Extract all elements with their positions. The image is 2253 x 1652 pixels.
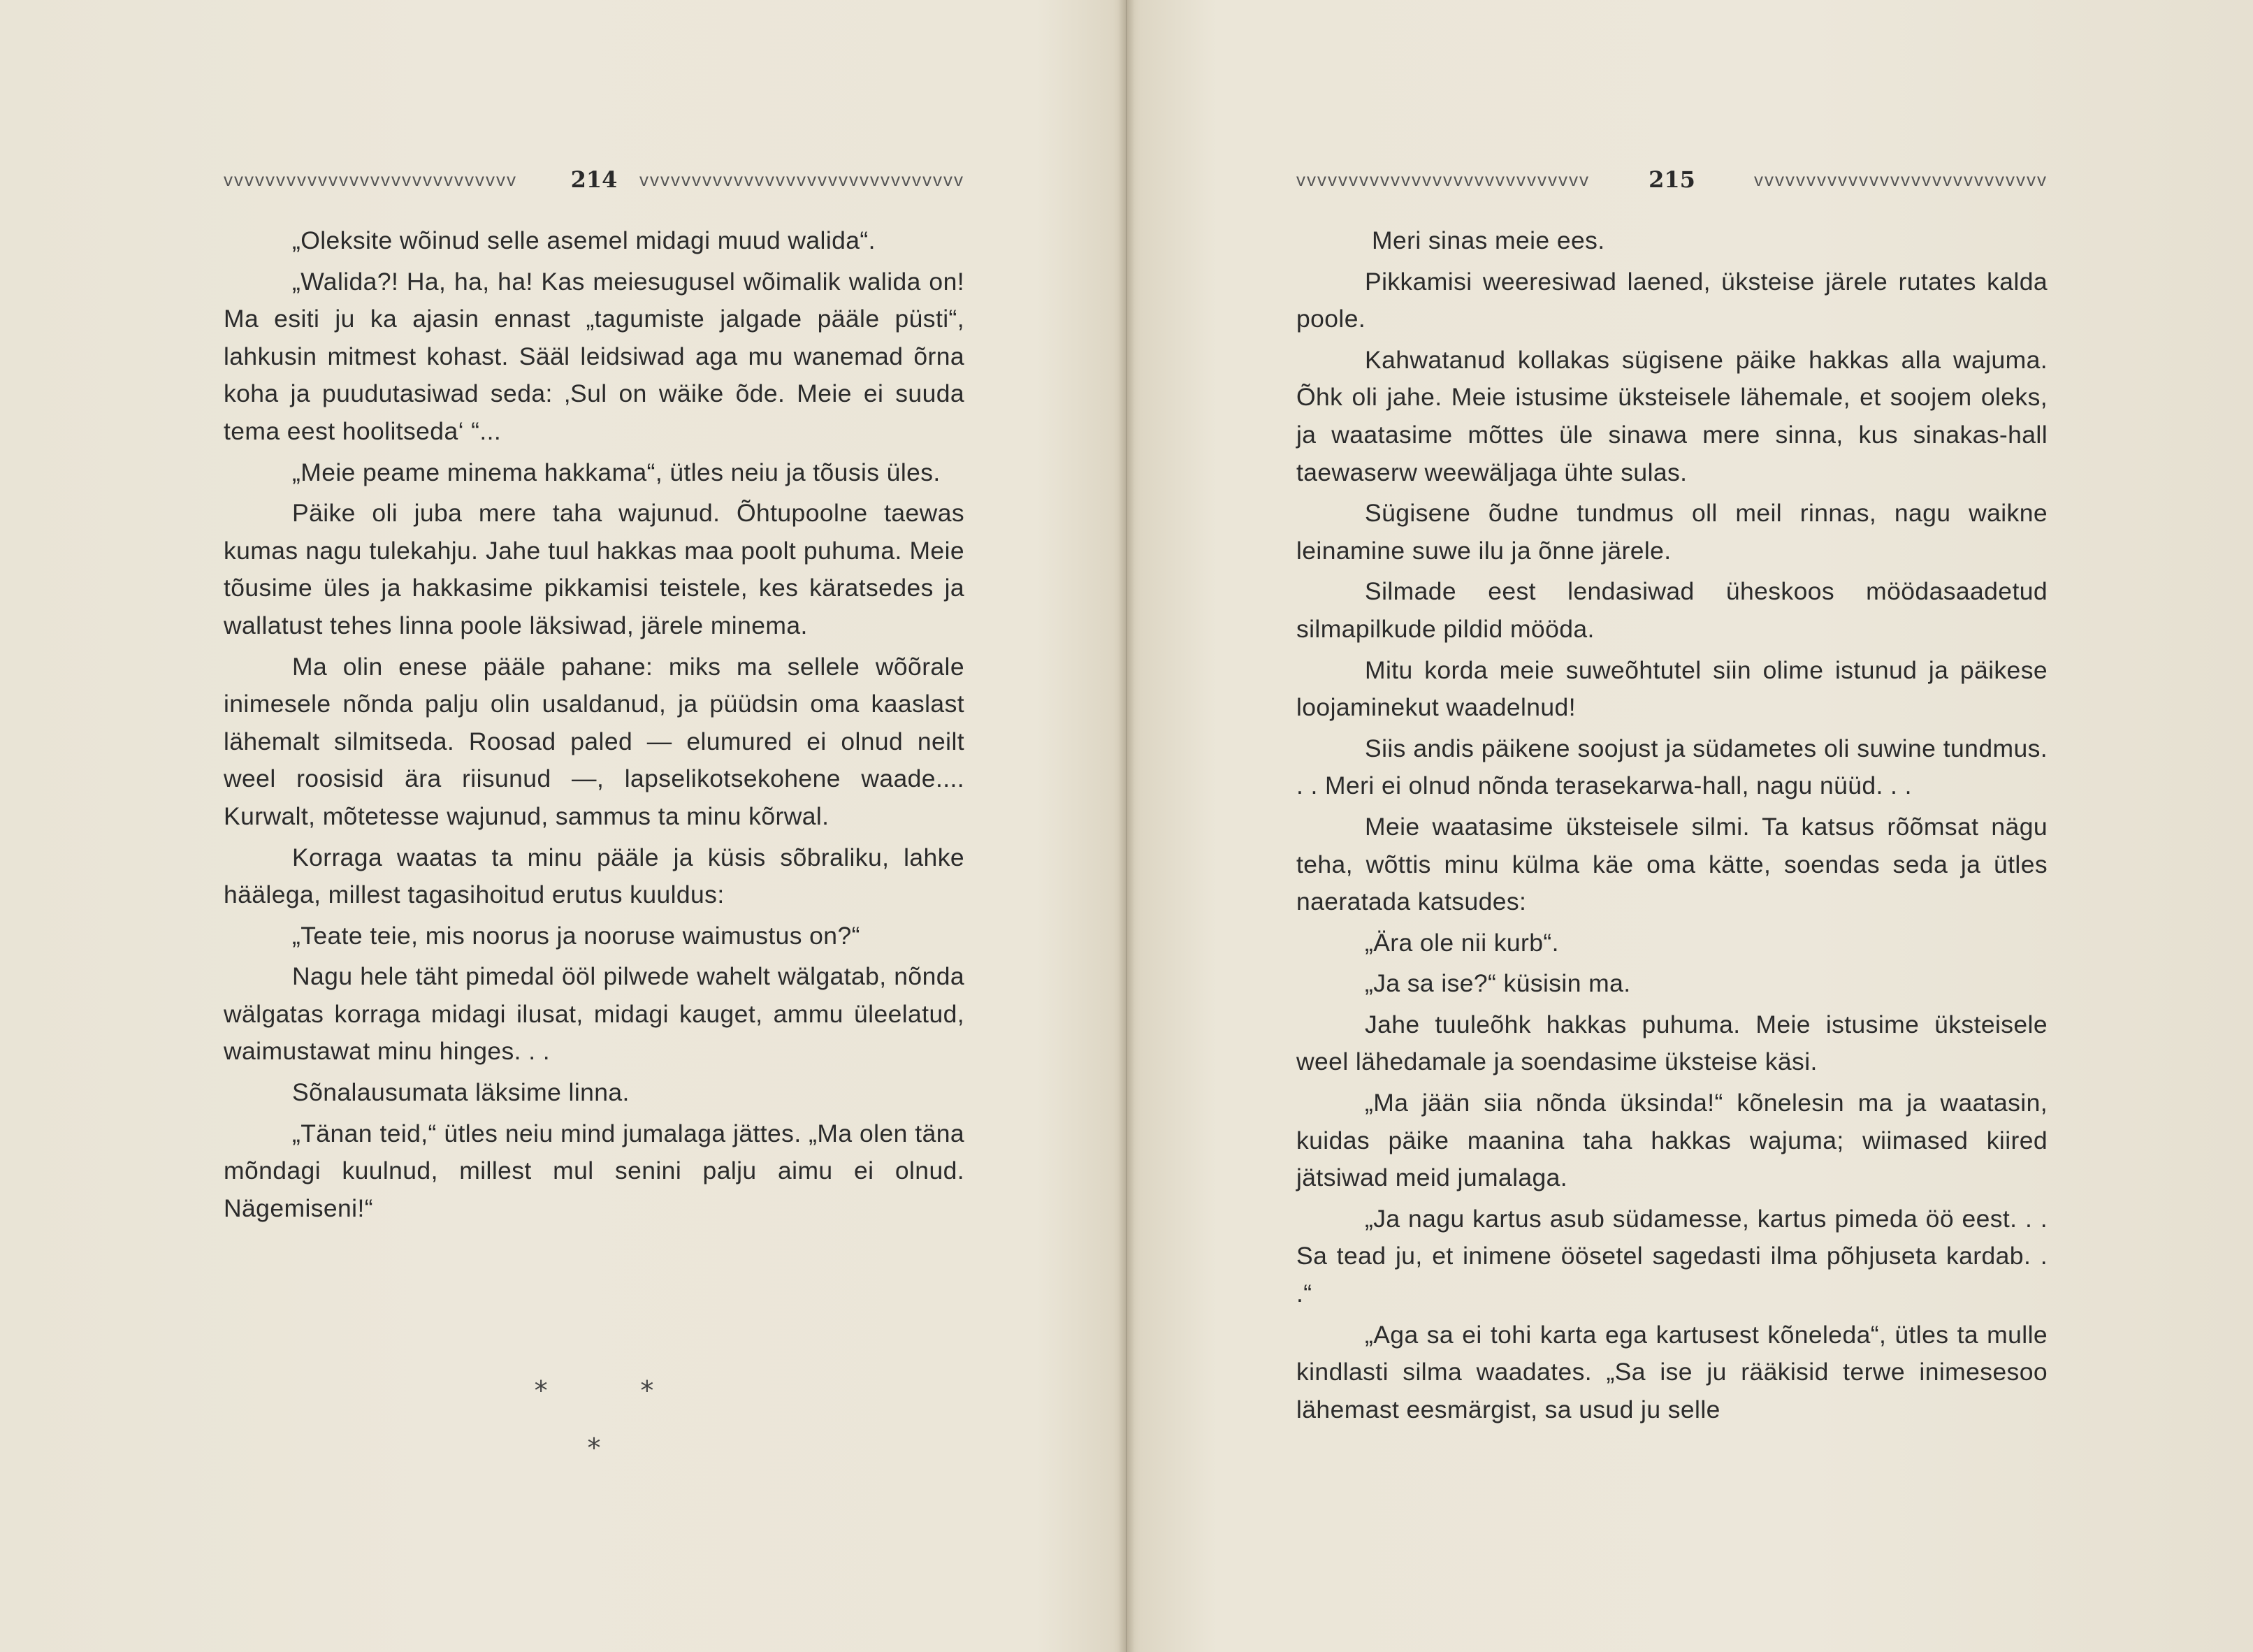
right-running-head: [1296, 162, 2048, 197]
paragraph: Päike oli juba mere taha wajunud. Õhtupoolne taewas kumas nagu tulekahju. Jahe tuul hakkas maa poolt puhuma. Meie tõusime üles ja hakkasime pikkamisi teistele, kes käratsedes ja wallatust tehes linna poole läksiwad, järele minema.: [224, 499, 964, 639]
paragraph: „Walida?! Ha, ha, ha! Kas meiesugusel wõimalik walida on! Ma esiti ju ka ajasin ennast „tagumiste jalgade pääle püsti“, lahkusin mitmest kohast. Sääl leidsiwad aga mu wanemad õrna koha ja puudutasiwad seda: ‚Sul on wäike õde. Meie ei suuda tema eest hoolitseda‘ “...: [224, 267, 964, 445]
page-number-214: 214: [570, 166, 618, 193]
paragraph: „Oleksite wõinud selle asemel midagi muud walida“.: [292, 226, 876, 254]
paragraph: Sõnalausumata läksime linna.: [292, 1078, 630, 1107]
paragraph: Ma olin enese pääle pahane: miks ma sellele wõõrale inimesele nõnda palju olin usaldanud, ja püüdsin oma kaaslast lähemalt silmitseda. Roosad paled — elumured ei olnud neilt weel roosisid ära riisunud —, lapselikotsekohene waade.... Kurwalt, mõtetesse wajunud, sammus ta minu kõrwal.: [224, 652, 964, 830]
paragraph: Korraga waatas ta minu pääle ja küsis sõbraliku, lahke häälega, millest tagasihoitud erutus kuuldus:: [224, 843, 964, 909]
paragraph: Meie waatasime üksteisele silmi. Ta katsus rõõmsat nägu teha, wõttis minu külma käe oma kätte, soendas seda ja ütles naeratada katsudes:: [1296, 812, 2048, 916]
paragraph: „Aga sa ei tohi karta ega kartusest kõneleda“, ütles ta mulle kindlasti silma waadates. „Sa ise ju rääkisid terwe inimesesoo lähemast eesmärgist, sa usud ju selle: [1296, 1320, 2048, 1423]
section-break-stars-top: * *: [534, 1375, 654, 1406]
section-break-star-bottom: *: [587, 1433, 601, 1463]
right-ornament-right: vvvvvvvvvvvvvvvvvvvvvvvvvvvv: [1754, 168, 2048, 190]
paragraph: Silmade eest lendasiwad üheskoos möödasaadetud silmapilkude pildid mööda.: [1296, 577, 2048, 643]
paragraph: „Ja nagu kartus asub südamesse, kartus pimeda öö eest. . . Sa tead ju, et inimene öösetel sagedasti ilma põhjuseta kardab. . .“: [1296, 1204, 2048, 1308]
left-ornament-left: vvvvvvvvvvvvvvvvvvvvvvvvvvvv: [224, 168, 517, 190]
paragraph: Siis andis päikene soojust ja südametes oli suwine tundmus. . . Meri ei olnud nõnda terasekarwa-hall, nagu nüüd. . .: [1296, 734, 2048, 800]
paragraph: Sügisene õudne tundmus oll meil rinnas, nagu waikne leinamine suwe ilu ja õnne järele.: [1296, 499, 2048, 565]
right-body-text: [1296, 222, 2048, 1432]
right-page: [1296, 0, 2048, 1652]
paragraph: Nagu hele täht pimedal ööl pilwede wahelt wälgatab, nõnda wälgatas korraga midagi ilusat, midagi kauget, ammu üleelatud, waimustawat minu hinges. . .: [224, 962, 964, 1066]
page-number-215: 215: [1649, 166, 1695, 193]
left-ornament-right: vvvvvvvvvvvvvvvvvvvvvvvvvvvvvvv: [639, 168, 964, 190]
paragraph: Jahe tuuleõhk hakkas puhuma. Meie istusime üksteisele weel lähedamale ja soendasime üksteise käsi.: [1296, 1010, 2048, 1076]
paragraph-continuation: Meri sinas meie ees.: [1372, 226, 1605, 254]
paragraph: Kahwatanud kollakas sügisene päike hakkas alla wajuma. Õhk oli jahe. Meie istusime üksteisele lähemale, et soojem oleks, ja waatasime mõttes üle sinawa mere sinna, kus sinakas-hall taewaserw weewäljaga ühte sulas.: [1296, 345, 2048, 486]
paragraph: „Ja sa ise?“ küsisin ma.: [1365, 969, 1631, 998]
paragraph: „Teate teie, mis noorus ja nooruse waimustus on?“: [292, 921, 860, 950]
left-running-head: [224, 162, 964, 197]
left-body-text: [224, 222, 964, 1231]
paragraph: Pikkamisi weeresiwad laened, üksteise järele rutates kalda poole.: [1296, 267, 2048, 333]
paragraph: „Tänan teid,“ ütles neiu mind jumalaga jättes. „Ma olen täna mõndagi kuulnud, millest mul senini palju aimu ei olnud. Nägemiseni!“: [224, 1119, 964, 1222]
book-gutter: [1118, 0, 1135, 1652]
paragraph: „Meie peame minema hakkama“, ütles neiu ja tõusis üles.: [292, 458, 941, 486]
paragraph: „Ära ole nii kurb“.: [1365, 928, 1559, 957]
right-ornament-left: vvvvvvvvvvvvvvvvvvvvvvvvvvvv: [1296, 168, 1590, 190]
paragraph: Mitu korda meie suweõhtutel siin olime istunud ja päikese loojaminekut waadelnud!: [1296, 655, 2048, 722]
paragraph: „Ma jään siia nõnda üksinda!“ kõnelesin ma ja waatasin, kuidas päike maanina taha hakkas wajuma; wiimased kiired jätsiwad meid jumalaga.: [1296, 1089, 2048, 1192]
left-page: [224, 0, 964, 1652]
